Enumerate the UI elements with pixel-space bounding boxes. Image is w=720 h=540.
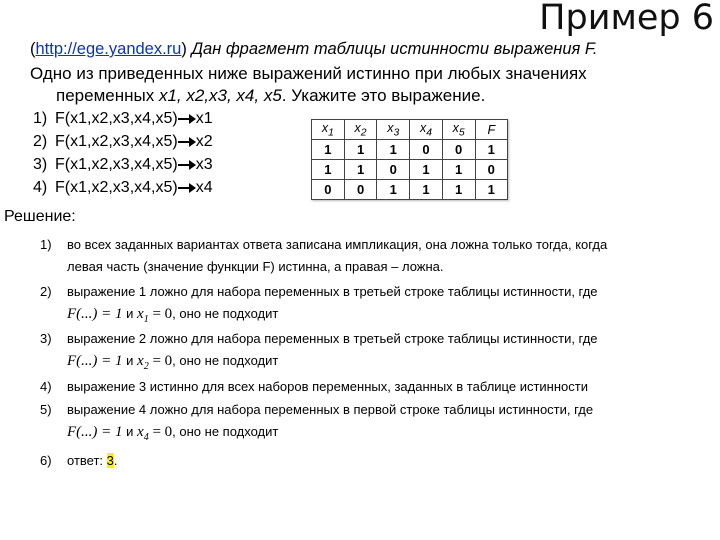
task-variables: x1, x2,x3, x4, x5: [158, 86, 282, 105]
table-row: [312, 180, 508, 200]
table-cell: 1: [475, 180, 507, 200]
table-row: [312, 160, 508, 180]
table-cell: 1: [344, 160, 377, 180]
answer-option-3: 3) F(x1,x2,x3,x4,x5) x3: [33, 156, 213, 173]
header-x2: $x_2$: [344, 120, 377, 140]
intro-line: [30, 40, 597, 59]
answer-option-4: 4) F(x1,x2,x3,x4,x5) x4: [33, 179, 213, 196]
implication-arrow-icon: [178, 160, 196, 170]
implication-arrow-icon: [178, 114, 196, 124]
table-cell: 0: [442, 140, 475, 160]
answer-value: 3: [106, 453, 114, 468]
table-cell: 1: [442, 160, 475, 180]
table-cell: 0: [475, 160, 507, 180]
table-cell: 1: [410, 160, 443, 180]
paren-close: ): [181, 40, 187, 58]
table-cell: 0: [377, 160, 410, 180]
table-cell: 1: [312, 140, 345, 160]
table-cell: 1: [442, 180, 475, 200]
answer-option-2: 2) F(x1,x2,x3,x4,x5) x2: [33, 133, 213, 150]
header-x3: $x_3$: [377, 120, 410, 140]
header-x5: $x_5$: [442, 120, 475, 140]
task-line-1: Одно из приведенных ниже выражений истинно при любых значениях: [30, 64, 587, 83]
task-text: [30, 63, 670, 107]
truth-table-header: [312, 120, 508, 140]
header-x4: $x_4$: [410, 120, 443, 140]
step-formula: F(...) = 1 и $x_1 = 0$, оно не подходит: [67, 306, 279, 325]
table-cell: 1: [410, 180, 443, 200]
step-formula: F(...) = 1 и $x_2 = 0$, оно не подходит: [67, 353, 279, 372]
header-x1: $x_1$: [312, 120, 345, 140]
header-f: F: [475, 120, 507, 140]
table-cell: 0: [410, 140, 443, 160]
table-cell: 1: [377, 140, 410, 160]
table-cell: 1: [344, 140, 377, 160]
intro-text: Дан фрагмент таблицы истинности выражения F.: [186, 40, 598, 58]
answer-option-1: 1) F(x1,x2,x3,x4,x5) x1: [33, 110, 213, 127]
table-cell: 1: [475, 140, 507, 160]
table-cell: 0: [312, 180, 345, 200]
table-cell: 0: [344, 180, 377, 200]
step-formula: F(...) = 1 и $x_4 = 0$, оно не подходит: [67, 424, 279, 443]
truth-table: [311, 119, 508, 200]
paren-open: (: [30, 40, 36, 58]
task-line-2: переменных x1, x2,x3, x4, x5. Укажите это выражение.: [56, 86, 486, 105]
implication-arrow-icon: [178, 137, 196, 147]
source-link[interactable]: http://ege.yandex.ru: [35, 40, 182, 58]
slide-title: Пример 6: [539, 0, 714, 38]
table-cell: 1: [377, 180, 410, 200]
solution-label: Решение:: [4, 208, 76, 225]
table-cell: 1: [312, 160, 345, 180]
implication-arrow-icon: [178, 183, 196, 193]
table-row: [312, 140, 508, 160]
